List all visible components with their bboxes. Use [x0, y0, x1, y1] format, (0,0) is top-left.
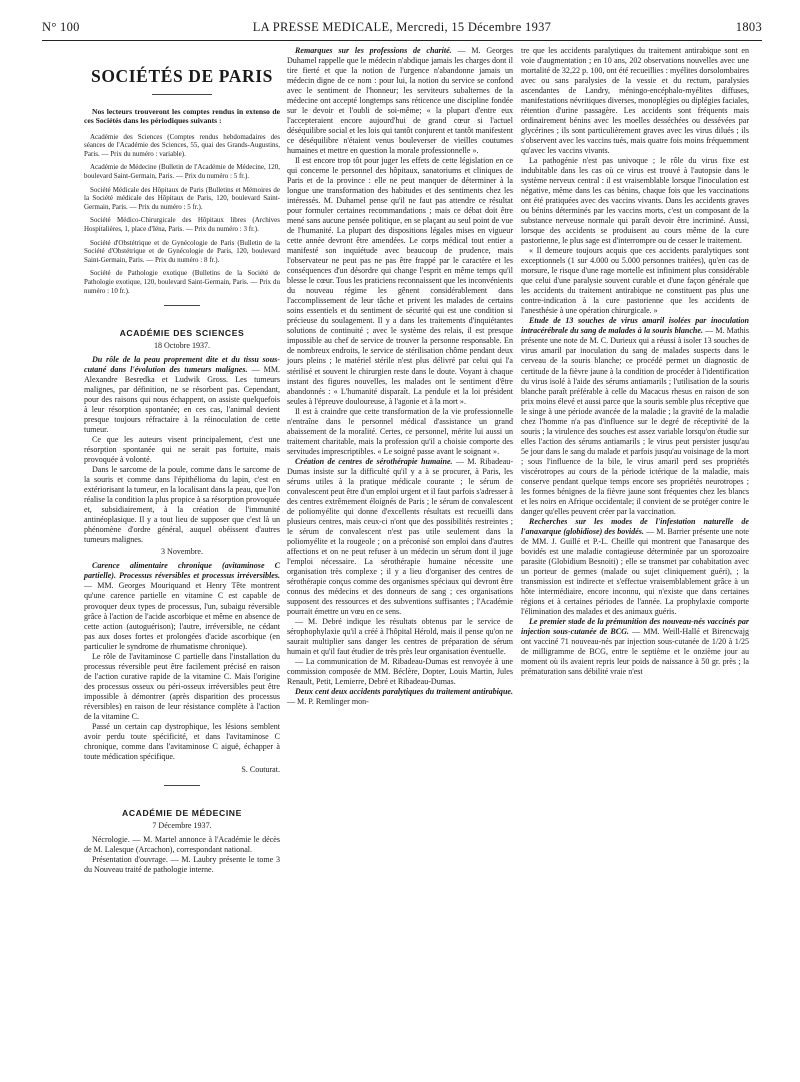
- article-text: — M. Ribadeau-Dumas insiste sur la difficulté qu'il y a à se procurer, à Paris, les sérums utiles à la pratique médicale courante ; le sérum de convalescent peut être d'un emploi urgent et il faut parfois s'adresser à des centres extrêmement éloignés de Paris ; le sérum de convalescent de poliomyélite qui donne d'excellents résultats est recueilli dans plusieurs centres, mais ceux-ci n'ont que des possibilités restreintes ; le sérum de convalescent n'est pas utile seulement dans la poliomyélite et la rougeole ; on a préconisé son emploi dans d'autres affections et on ne peut refuser à un médecin un sérum dont il juge l'emploi nécessaire. La sérothérapie humaine nécessite une organisation très complexe ; il y a lieu d'organiser des centres de sérothérapie conçus comme des organismes spéciaux qui devront être connus des médecins et des donneurs de sang ; ces organisations supposent des ressources et des subventions suffisantes ; l'Académie pourrait émettre un vœu en ce sens.: [287, 456, 513, 616]
- paragraph: Nécrologie. — M. Martel annonce à l'Académie le décès de M. Lalesque (Arcachon), correspondant national.: [84, 834, 280, 854]
- paragraph: Il est à craindre que cette transformation de la vie professionnelle n'entraîne dans le personnel médical d'assistance un grand abaissement de la moralité. Certes, ce personnel, mérite lui aussi un traitement charitable, mais la profession qu'il a choisie comporte des servitudes imprescriptibles. « Le soigné passe avant le soignant ».: [287, 406, 513, 456]
- article-text: — M. Barrier présente une note de MM. J. Guillé et P.-L. Cheille qui montrent que l'anasarque des bovidés est une maladie contagieuse déterminée par un sporozoaire parasite (Globidium Besnoiti) ; elle se transmet par cohabitation avec un porteur de germes (malade ou sujet cliniquement guéri), ; la transmission est indirecte et s'effectue vraisemblablement grâce à un hôte intermédiaire, encore inconnu, qui n'existe que dans certaines régions et à certaines périodes de l'année. La prophylaxie comporte l'élimination des malades et des animaux guéris.: [521, 526, 749, 616]
- session-date: 7 Décembre 1937.: [152, 820, 212, 830]
- column-middle: [287, 46, 513, 707]
- paragraph: Il est encore trop tôt pour juger les effets de cette législation en ce qui concerne le personnel des hôpitaux, sanatoriums et cliniques de Paris et de la province : elle ne peut manquer de déterminer à la longue une transformation des habitudes et des sentiments chez les intéressés. M. Duhamel pense qu'il ne faut pas attendre ce résultat pour formuler certaines recommandations ; mais ce débat doit être mené sans aucune pensée politique, en se plaçant au seul point de vue de l'humanité. La plupart des dispositions légales mises en vigueur cette année devront être amendées. Le corps médical tout entier a manifesté son inquiétude avec beaucoup de prudence, mais l'observateur ne peut pas ne pas être frappé par le caractère et les conséquences d'un désordre qui change l'esprit en même temps qu'il blesse le cœur. Tous les praticiens reconnaissent que les inconvénients du nouveau régime les gênent considérablement dans l'accomplissement de leur tâche et privent les malades de certains soins essentiels et du sentiment de sécurité qui est une condition si précieuse du soulagement. Il y a dans les traitements d'inquiétantes solutions de continuité ; avec le système des relais, il est presque impossible au chef de service de trouver la personne responsable. En de nombreux endroits, le service de stérilisation chôme pendant deux jours pleins ; le matériel stérile n'est plus délivré par celui qui l'a stérilisé et souvent le chirurgien reste dans le doute. Voyant à chaque instant des figures nouvelles, les malades ont le sentiment d'être abandonnés : « L'humanité disparaît. La pendule et la loi président seules à l'épreuve douloureuse, à l'agonie et à la mort ».: [287, 156, 513, 406]
- society-entry: Société Médicale des Hôpitaux de Paris (Bulletins et Mémoires de la Société médicale des Hôpitaux de Paris, 120, boulevard Saint-Germain, Paris. — Prix du numéro : 5 fr.).: [84, 185, 280, 211]
- paragraph: Présentation d'ouvrage. — M. Laubry présente le tome 3 du Nouveau traité de pathologie interne.: [84, 854, 280, 874]
- society-entry: Société d'Obstétrique et de Gynécologie de Paris (Bulletin de la Société d'Obstétrique et de Gynécologie de Paris, 120, boulevard Saint-Germain, Paris. — Prix du numéro : 8 fr.).: [84, 238, 280, 264]
- article-title: Remarques sur les professions de charité.: [295, 46, 452, 55]
- paragraph: — M. Debré indique les résultats obtenus par le service de sérophophylaxie qu'il a créé à l'hôpital Hérold, mais il pense qu'on ne saurait multiplier sans danger les centres de préparation de sérum humain et qu'il faut étudier de très près leur organisation éventuelle.: [287, 616, 513, 656]
- issue-number: N° 100: [42, 20, 80, 34]
- page-number: 1803: [735, 20, 762, 34]
- column-left: [84, 46, 280, 875]
- society-entry: Académie des Sciences (Comptes rendus hebdomadaires des séances de l'Académie des Sciences, 55, quai des Grands-Augustins, Paris. — Prix du numéro : variable).: [84, 132, 280, 158]
- academy-heading: ACADÉMIE DES SCIENCES: [119, 328, 245, 339]
- article-title: Carence alimentaire chronique (avitaminose C partielle). Processus réversibles et processus irréversibles.: [84, 561, 280, 581]
- journal-title: LA PRESSE MEDICALE, Mercredi, 15 Décembre 1937: [252, 20, 552, 34]
- article-text: — MM. Weill-Hallé et Birencwajg ont vacciné 71 nouveau-nés par injection sous-cutanée de 1/20 à 1/25 de milligramme de BCG, entre le septième et le onzième jour au moment où ils avaient repris leur poids de naissance à 50 gr. près ; la prématuration sans débilité vraie n'est: [521, 626, 749, 676]
- article-title: Du rôle de la peau proprement dite et du tissu sous-cutané dans l'évolution des tumeurs malignes.: [84, 355, 280, 375]
- divider: [164, 305, 200, 306]
- column-right: [521, 46, 749, 677]
- paragraph: Ce que les auteurs visent principalement, c'est une résorption spontanée qui ne serait pas fortuite, mais provoquée à volonté.: [84, 435, 280, 465]
- paragraph: Dans le sarcome de la poule, comme dans le sarcome de la souris et comme dans l'épithélioma du lapin, c'est en extériorisant la tumeur, en la localisant dans la peau, que l'on réalise la condition la plus propice à sa résorption provoquée et, subsidiairement, à la création de l'immunité antinéoplasique. Il y a tout lieu de supposer que c'est là un phénomène d'ordre général, auquel obéissent d'autres tumeurs malignes.: [84, 465, 280, 545]
- signature: S. Couturat.: [241, 764, 280, 774]
- title-divider: [152, 94, 212, 95]
- paragraph: « Il demeure toujours acquis que ces accidents paralytiques sont exceptionnels (1 sur 4.000 ou 5.000 personnes traitées), qu'en cas de morsure, le risque d'une rage mortelle est infiniment plus considérable que celui d'une paralysie souvent curable et d'une façon générale que les accidents du traitement antirabique ne constituent pas plus une contre-indication à la cure pastorienne que les accidents de l'anesthésie à une opération chirurgicale. »: [521, 246, 749, 316]
- society-entry: Société Médico-Chirurgicale des Hôpitaux libres (Archives Hospitalières, 1, place d'Iéna, Paris. — Prix du numéro : 3 fr.).: [84, 216, 280, 233]
- divider: [164, 785, 200, 786]
- paragraph: Passé un certain cap dystrophique, les lésions semblent avoir perdu toute spécificité, et dans l'avitaminose C chronique, comme dans l'avitaminose C aiguë, échapper à toute médication spécifique.: [84, 721, 280, 761]
- paragraph: La pathogénie n'est pas univoque ; le rôle du virus fixe est indubitable dans les cas où ce virus est trouvé à l'autopsie dans le système nerveux central : il est vraisemblable lorsque l'inoculation est négative, même dans les cas bénins, chaque fois que les vaccinations ont été pratiquées avec des vaccins vivants. Dans les accidents graves ou bénins déterminés par les vaccins morts, c'est un composant de la substance nerveuse normale qui paraît devoir être incriminé. Aussi, lorsque des accidents se produisent au cours même de la cure pastorienne, le plus sage est d'interrompre ou de cesser le traitement.: [521, 156, 749, 246]
- paragraph: — La communication de M. Ribadeau-Dumas est renvoyée à une commission composée de MM. Béclère, Dopter, Louis Martin, Jules Renault, Petit, Lemierre, Debré et Ribadeau-Dumas.: [287, 656, 513, 686]
- article-text: — MM. Alexandre Besredka et Ludwik Gross. Les tumeurs malignes, par définition, ne se résorbent pas. Cependant, pour des raisons qui nous échappent, on assiste quelquefois à leur résorption spontanée; en ces cas, l'animal devient presque toujours réfractaire à la réinoculation de cette tumeur.: [84, 365, 280, 435]
- section-title: SOCIÉTÉS DE PARIS: [90, 66, 273, 86]
- session-date: 3 Novembre.: [160, 547, 203, 557]
- intro-note: Nos lecteurs trouveront les comptes rendus in extenso de ces Sociétés dans les périodiques suivants :: [84, 107, 280, 126]
- article-title: Etude de 13 souches de virus amaril isolées par inoculation intracérébrale du sang de malades à la souris blanche.: [521, 316, 749, 336]
- academy-heading: ACADÉMIE DE MÉDECINE: [122, 807, 242, 818]
- society-entry: Société de Pathologie exotique (Bulletins de la Société de Pathologie exotique, 120, boulevard Saint-Germain, Paris. — Prix du numéro : 10 fr.).: [84, 269, 280, 295]
- article-text: — M. P. Remlinger mon-: [287, 697, 369, 707]
- article-title: Deux cent deux accidents paralytiques du traitement antirabique.: [295, 687, 513, 696]
- paragraph: Le rôle de l'avitaminose C partielle dans l'installation du processus réversible peut être facilement précisé en raison de l'action curative rapide de la vitamine C. Mais l'origine des processus osseux ou péri-osseux irréversibles peut être impossible à démontrer (après disparition des processus réversibles) en raison de leur résistance complète à l'action de la vitamine C.: [84, 651, 280, 721]
- article-text: — M. Mathis présente une note de M. C. Durieux qui a réussi à isoler 13 souches de virus amaril par inoculation du sang de malades suspects dans le cerveau de la souris blanche; ce procédé permet un diagnostic de certitude de la fièvre jaune à la condition de procéder à l'identification du virus isolé à l'aide des sérums antiamarils ; l'utilisation de la souris blanche paraît préférable à celle du Macacus rhesus en raison de son prix moins élevé et aussi parce que la souris semble plus réceptive que le singe à une période avancée de la maladie ; la gravité de la maladie chez l'homme n'a pas d'influence sur le degré de réceptivité de la souris ; la virulence des souches est assez variable lorsqu'on étudie sur elles l'action des sérums antiamarils ; le virus peut persister jusqu'au 5e jour dans le sang du malade et parfois jusqu'au voisinage de la mort ; sous l'influence de la bile, le virus amaril perd ses propriétés viscérotropes au cours de la période ictérique de la maladie, mais conserve pendant quelque temps encore ses propriétés neurotropes ; les formes bénignes de la fièvre jaune sont fréquentes chez les blancs et les noirs en Afrique occidentale; il convient de se protéger contre le danger qu'elles peuvent créer par la vaccination.: [521, 326, 749, 516]
- society-entry: Académie de Médecine (Bulletin de l'Académie de Médecine, 120, boulevard Saint-Germain, Paris. — Prix du numéro : 5 fr.).: [84, 163, 280, 180]
- article-text: — M. Georges Duhamel rappelle que le médecin n'abdique jamais les charges dont il tire fierté et que la notion de l'urgence n'abandonne jamais un médecin digne de ce nom : pour lui, la notion du service se confond avec le sentiment de l'honneur; les serviteurs subalternes de la médecine ont accepté longtemps sans réticence une discipline fondée sur le devoir et l'oubli de soi-même; « la plupart d'entre eux l'accepteraient encore aujourd'hui de grand cœur si l'actuel déséquilibre social et les lois qui tantôt conjurent et tantôt manifestent ce déséquilibre n'étaient venus bouleverser de vieilles coutumes humaines et mettre en question la morale professionnelle ».: [287, 46, 513, 156]
- paragraph: tre que les accidents paralytiques du traitement antirabique sont en voie d'augmentation ; en 10 ans, 202 observations nouvelles avec une mortalité de 32,22 p. 100, ont été recueillies : myélites dorsolombaires avec ou sans paralysies de la vessie et du rectum, paralysies ascendantes de Landry, méningo-encéphalo-myélites diffuses, manifestations névritiques diverses, monoplégies ou diplégies faciales, rétention d'urine passagère. Les accidents sont fréquents mais ordinairement bénins avec les moelles desséchées ou dessévées par glycérines ; ils sont particulièrement graves avec les virus dilués ; ils s'observent avec les vaccins tués, mais quatre fois moins fréquemment qu'avec les vaccins vivants.: [521, 46, 749, 156]
- article-text: — MM. Georges Mouriquand et Henry Tête montrent qu'une carence partielle en vitamine C est capable de provoquer deux types de processus, l'un, subaigu réversible grâce à l'action de l'acide ascorbique et même en absence de cette action (autoguérison); l'autre, irréversible, ne cédant pas aux doses fortes et prolongées d'acide ascorbique (en particulier le syndrome de rhumatisme chronique).: [84, 581, 280, 651]
- article-title: Recherches sur les modes de l'infestation naturelle de l'anaxarque (globidiose) des bovidés.: [521, 516, 749, 536]
- article-title: Création de centres de sérothérapie humaine.: [295, 456, 453, 466]
- page-header: [42, 18, 762, 41]
- article-title: Le premier stade de la prémunition des nouveau-nés vaccinés par injection sous-cutanée de BCG.: [521, 616, 749, 636]
- session-date: 18 Octobre 1937.: [153, 341, 211, 351]
